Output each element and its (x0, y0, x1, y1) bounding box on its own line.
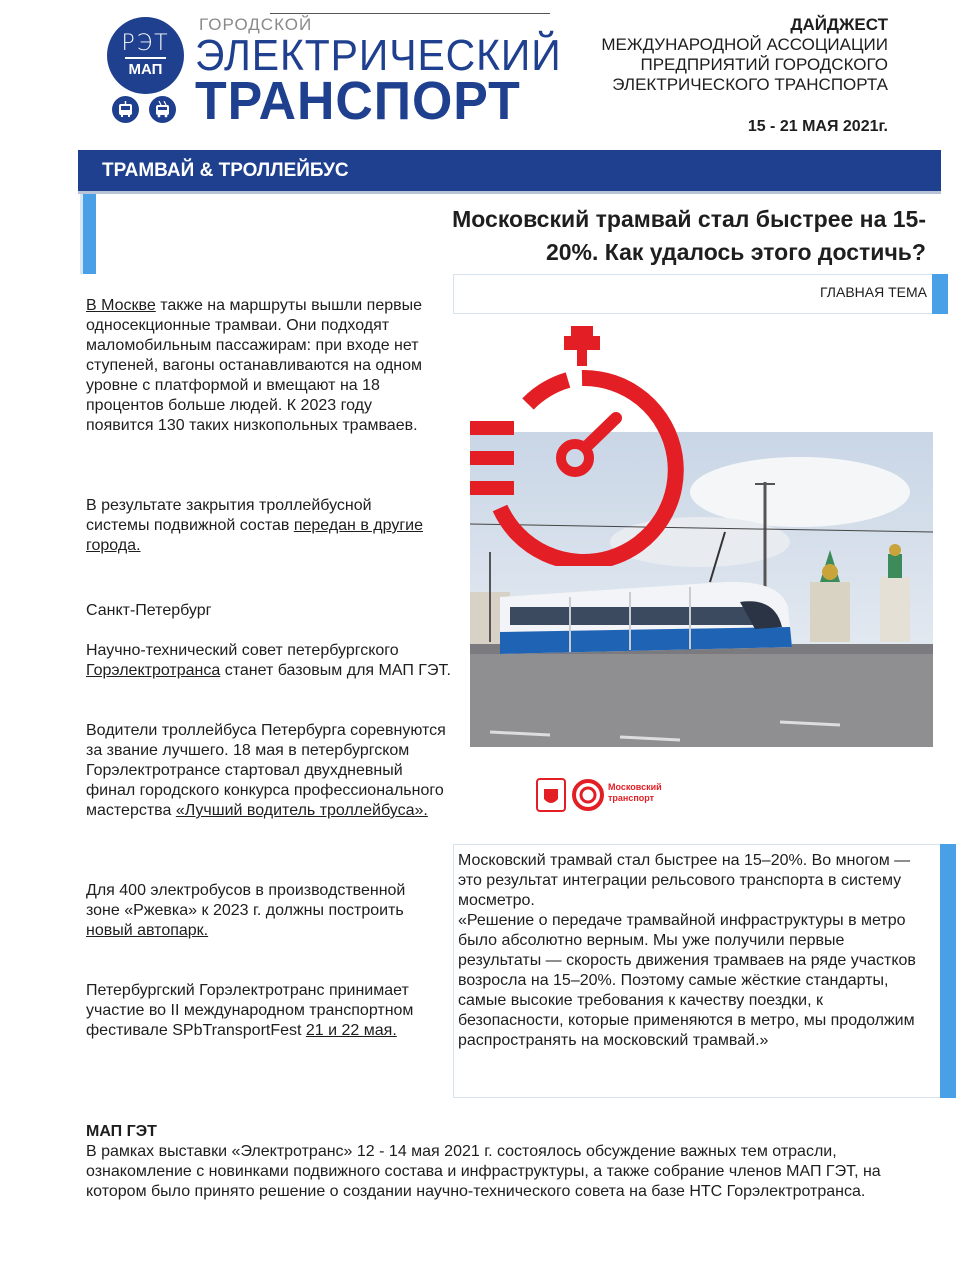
digest-title: ДАЙДЖЕСТ (790, 15, 888, 34)
digest-line: МЕЖДУНАРОДНОЙ АССОЦИАЦИИ (601, 35, 888, 54)
link-festival-dates[interactable]: 21 и 22 мая. (305, 1022, 397, 1039)
trolleybus-icon (149, 96, 176, 123)
brand-mid: ЭЛЕКТРИЧЕСКИЙ (195, 31, 562, 80)
link-moscow[interactable]: В Москве (86, 297, 156, 314)
paragraph-text: станет базовым для МАП ГЭТ. (220, 662, 451, 679)
article-headline (346, 203, 926, 269)
paragraph-text: В результате закрытия троллейбусной системы подвижной состав (86, 497, 372, 534)
quote-accent-bar (940, 844, 956, 1098)
link-contest[interactable]: «Лучший водитель троллейбуса». (175, 802, 428, 819)
map-get-text: В рамках выставки «Электротранс» 12 - 14 мая 2021 г. состоялось обсуждение важных тем отрасли, ознакомление с новинками подвижного состава и инфраструктуры, а также собрание членов МАП ГЭТ, на котором было принято решение о создании научно-технического совета на базе НТС Горэлектротранса. (86, 1143, 881, 1200)
quote-intro: Московский трамвай стал быстрее на 15–20%. Во многом — это результат интеграции рельсового транспорта в систему мосметро. (458, 852, 911, 909)
logo-org: МАП (128, 61, 163, 78)
section-banner (78, 150, 941, 192)
paragraph-text: Водители троллейбуса Петербурга соревнуются за звание лучшего. 18 мая в петербургском Горэлектротрансе стартовал двухдневный финал городского конкурса профессионального мастерства (86, 722, 446, 819)
paragraph-text: Научно-технический совет петербургского (86, 642, 399, 659)
digest-line: ПРЕДПРИЯТИЙ ГОРОДСКОГО (640, 55, 888, 74)
moscow-transport-logo-text: Московский транспорт (608, 782, 662, 803)
brand-small: ГОРОДСКОЙ (199, 15, 313, 34)
brand-rule (270, 13, 550, 14)
logo-divider (125, 57, 166, 59)
map-get-section (86, 1122, 906, 1202)
paragraph-festival (86, 981, 446, 1041)
stopwatch-icon (468, 326, 703, 566)
tram-icon (112, 96, 139, 123)
logo-abbr: РЭТ (121, 31, 170, 56)
quote-text: «Решение о передаче трамвайной инфраструктуры в метро было абсолютно верным. Мы уже получили первые результаты — скорость движения трамваев на ряде участков возросла на 15–20%. Поэтому самые жёсткие стандарты, самые высокие требования к качеству поездки, к безопасности, которые применяются в метро, мы продолжим распространять на московский трамвай.» (458, 912, 916, 1049)
brand-big: ТРАНСПОРТ (195, 71, 521, 131)
paragraph-trolleybus (86, 496, 436, 556)
digest-line: ЭЛЕКТРИЧЕСКОГО ТРАНСПОРТА (612, 75, 888, 94)
quote-block (458, 851, 928, 1051)
paragraph-council (86, 641, 456, 681)
banner-shadow (78, 191, 941, 194)
main-topic-tag: ГЛАВНАЯ ТЕМА (820, 284, 927, 300)
headline-line: 20%. Как удалось этого достичь? (545, 239, 926, 265)
headline-line: Московский трамвай стал быстрее на 15- (452, 206, 926, 232)
link-new-depot[interactable]: новый автопарк. (86, 922, 209, 939)
paragraph-text: Для 400 электробусов в производственной зоне «Ржевка» к 2023 г. должны построить (86, 882, 406, 919)
link-gorelectrotrans[interactable]: Горэлектротранса (86, 662, 221, 679)
map-get-heading: МАП ГЭТ (86, 1123, 157, 1140)
section-title: ТРАМВАЙ & ТРОЛЛЕЙБУС (102, 160, 349, 181)
partner-logos (536, 777, 676, 822)
paragraph-depot (86, 881, 406, 941)
link-other-cities[interactable]: передан в другие города. (86, 517, 424, 554)
spb-subheading: Санкт-Петербург (86, 602, 212, 619)
tag-accent-bar (932, 274, 948, 314)
headline-accent-edge (80, 194, 83, 274)
issue-date: 15 - 21 МАЯ 2021г. (747, 118, 888, 135)
paragraph-moscow (86, 296, 436, 436)
association-logo (107, 17, 184, 94)
paragraph-text: Петербургский Горэлектротранс принимает участие во II международном транспортном фестивале SPbTransportFest (86, 982, 414, 1039)
paragraph-text: также на маршруты вышли первые односекционные трамваи. Они подходят маломобильным пассажирам: при входе нет ступеней, вагоны останавливаются на одном уровне с платформой и вмещают на 18 процентов больше людей. К 2023 году появится 130 таких низкопольных трамваев. (86, 297, 423, 434)
paragraph-contest (86, 721, 456, 821)
digest-block (601, 15, 888, 95)
